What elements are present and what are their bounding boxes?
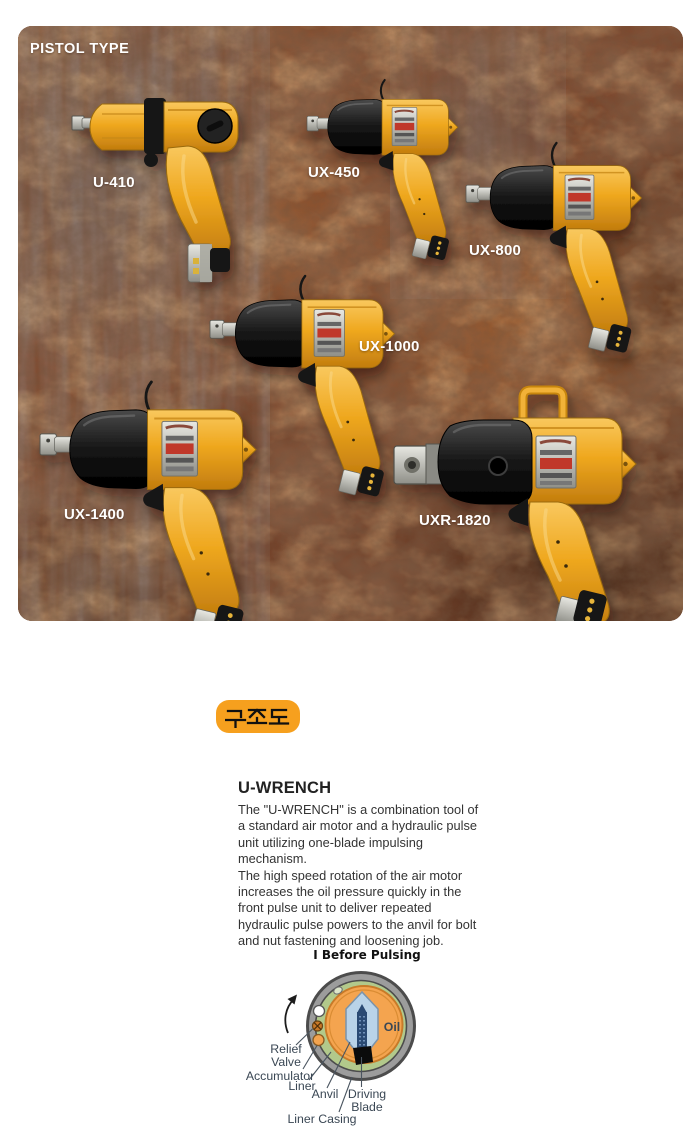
article-body (238, 802, 481, 950)
product-label-ux-450: UX-450 (308, 164, 361, 181)
photo-art (18, 26, 683, 621)
product-label-uxr-1820: UXR-1820 (419, 512, 491, 529)
product-label-u-410: U-410 (93, 174, 135, 191)
product-label-ux-1000: UX-1000 (359, 338, 420, 355)
accumulator-label: Accumulator (245, 1069, 315, 1083)
driving-blade-label-line2: Blade (351, 1100, 383, 1114)
article-paragraph-2: The high speed rotation of the air motor increases the oil pressure quickly in the front pulse unit to deliver repeated hydraulic pulse powers to the anvil for bolt and nut fastening and loosening job. (238, 867, 477, 949)
pulse-unit-diagram (230, 966, 490, 1138)
relief-valve-label-line1: Relief (270, 1042, 302, 1056)
pistol-type-photo (18, 26, 683, 621)
anvil-label: Anvil (311, 1087, 339, 1101)
relief-valve-label-line2: Valve (271, 1055, 301, 1069)
oil-label: Oil (383, 1020, 401, 1034)
hangul-gujodo-glyphs (225, 706, 291, 728)
product-label-ux-1400: UX-1400 (64, 506, 125, 523)
accumulator-shape (313, 1035, 324, 1046)
liner-label: Liner (288, 1079, 316, 1093)
liner-casing-label: Liner Casing (287, 1112, 357, 1126)
pistol-type-heading: PISTOL TYPE (30, 41, 130, 57)
structure-diagram-button[interactable] (216, 700, 300, 733)
relief-valve-shape (313, 1021, 323, 1031)
diagram-caption: Ⅰ Before Pulsing (313, 948, 421, 962)
port-circle (314, 1006, 325, 1017)
rotation-arrow-icon (285, 995, 297, 1034)
driving-blade-label-line1: Driving (347, 1087, 387, 1101)
article-title: U-WRENCH (238, 779, 332, 797)
product-label-ux-800: UX-800 (469, 242, 522, 259)
article-paragraph-1: The "U-WRENCH" is a combination tool of a standard air motor and a hydraulic pulse unit utilizing one-blade impulsing mechanism. (238, 802, 479, 867)
